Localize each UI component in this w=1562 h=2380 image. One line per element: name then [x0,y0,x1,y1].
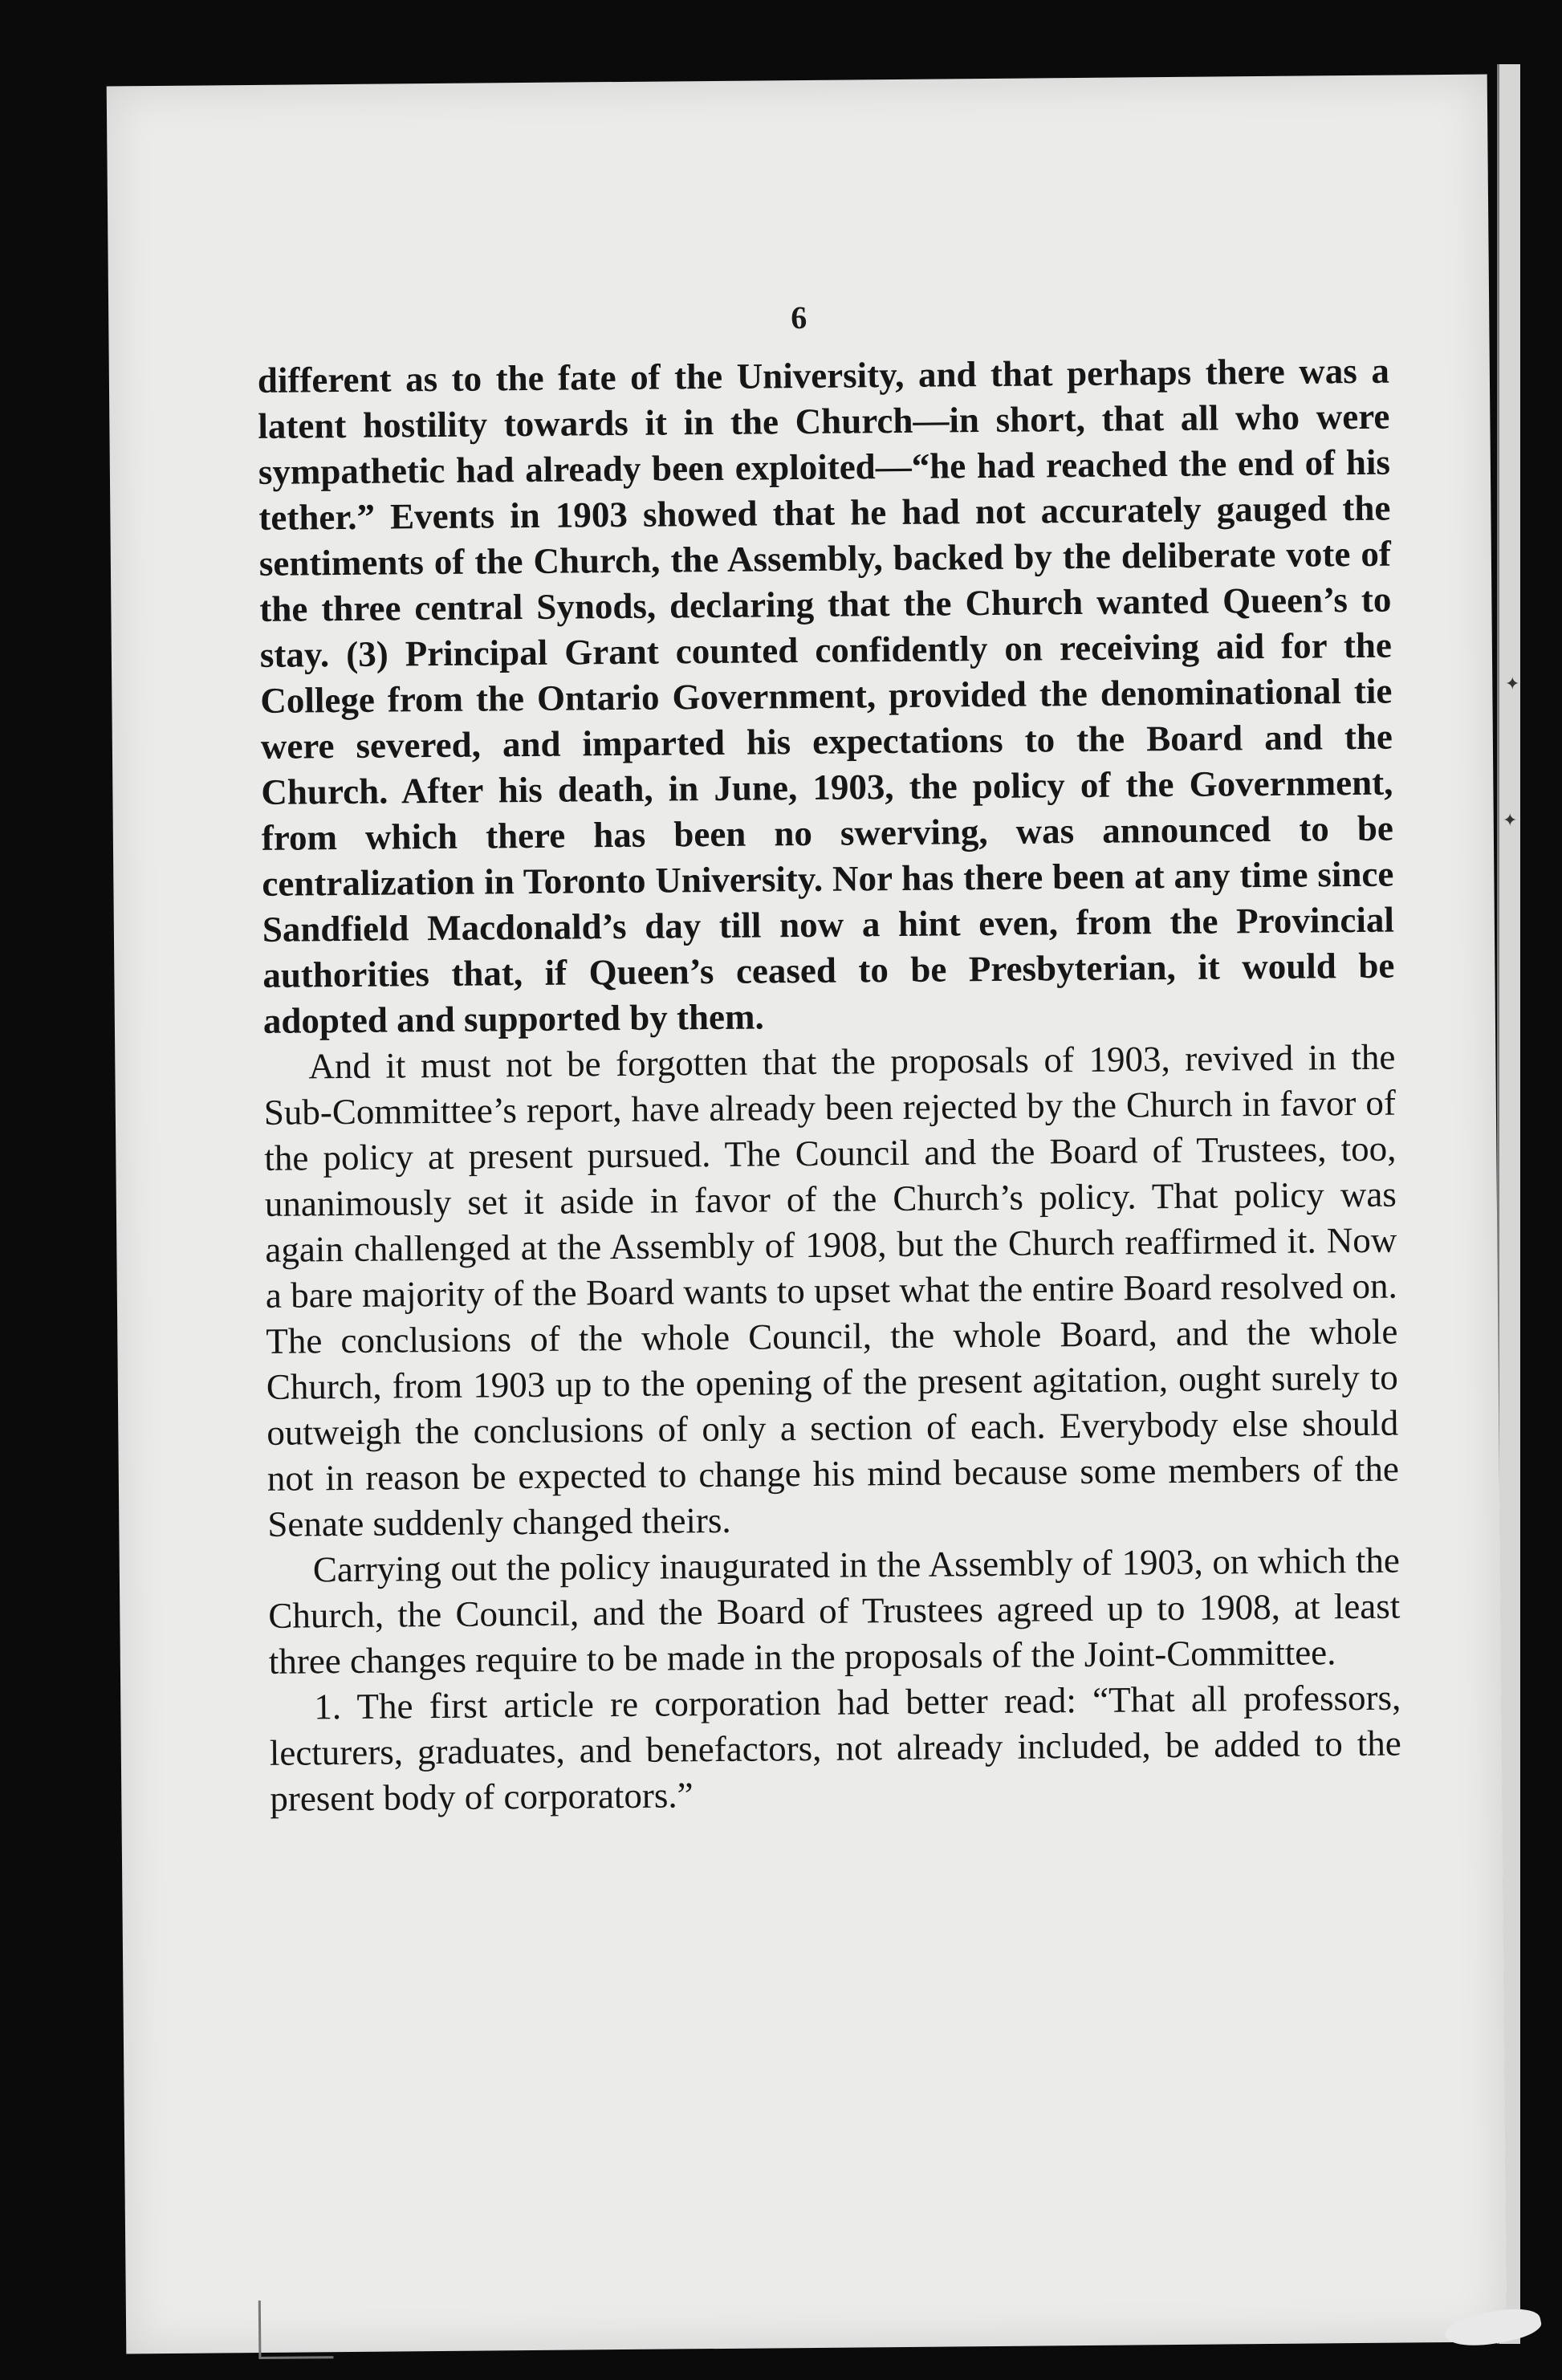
page-corner-fold [258,2300,334,2359]
margin-mark-icon: ✦ [1505,674,1520,694]
margin-mark-icon: ✦ [1503,811,1518,831]
body-text [258,348,1402,1822]
paragraph-2: And it must not be forgotten that the proposals of 1903, revived in the Sub-Committee’s report, have already been rejected by the Church in favor of the policy at present pursued. The Council and the Board of Trustees, too, unanimously set it aside in favor of the Church’s policy. That policy was again challenged at the Assembly of 1908, but the Church reaffirmed it. Now a bare majority of the Board wants to upset what the entire Board resolved on. The conclusions of the whole Council, the whole Board, and the whole Church, from 1903 up to the opening of the present agitation, ought surely to outweigh the conclusions of only a section of each. Everybody else should not in reason be expected to change his mind because some members of the Senate suddenly changed theirs. [263,1036,1400,1544]
paragraph-4: 1. The first article re corporation had better read: “That all professors, lecturers, graduates, and benefactors, not already included, be added to the present body of corporators.” [269,1677,1401,1819]
document-page [107,75,1507,2354]
paragraph-3: Carrying out the policy inaugurated in the Assembly of 1903, on which the Church, the Council, and the Board of Trustees agreed up to 1908, at least three changes require to be made in the proposals of the Joint-Committee. [268,1540,1401,1682]
paragraph-1: different as to the fate of the University, and that perhaps there was a latent hostility towards it in the Church—in short, that all who were sympathetic had already been exploited—“he had reached the end of his tether.” Events in 1903 showed that he had not accurately gauged the sentiments of the Church, the Assembly, backed by the deliberate vote of the three central Synods, declaring that the Church wanted Queen’s to stay. (3) Principal Grant counted confidently on receiving aid for the College from the Ontario Government, provided the denominational tie were severed, and imparted his expectations to the Board and the Church. After his death, in June, 1903, the policy of the Government, from which there has been no swerving, was announced to be centralization in Toronto University. Nor has there been at any time since Sandfield Macdonald’s day till now a hint even, from the Provincial authorities that, if Queen’s ceased to be Presbyterian, it would be adopted and supported by them. [257,350,1395,1041]
page-number: 6 [791,299,807,336]
